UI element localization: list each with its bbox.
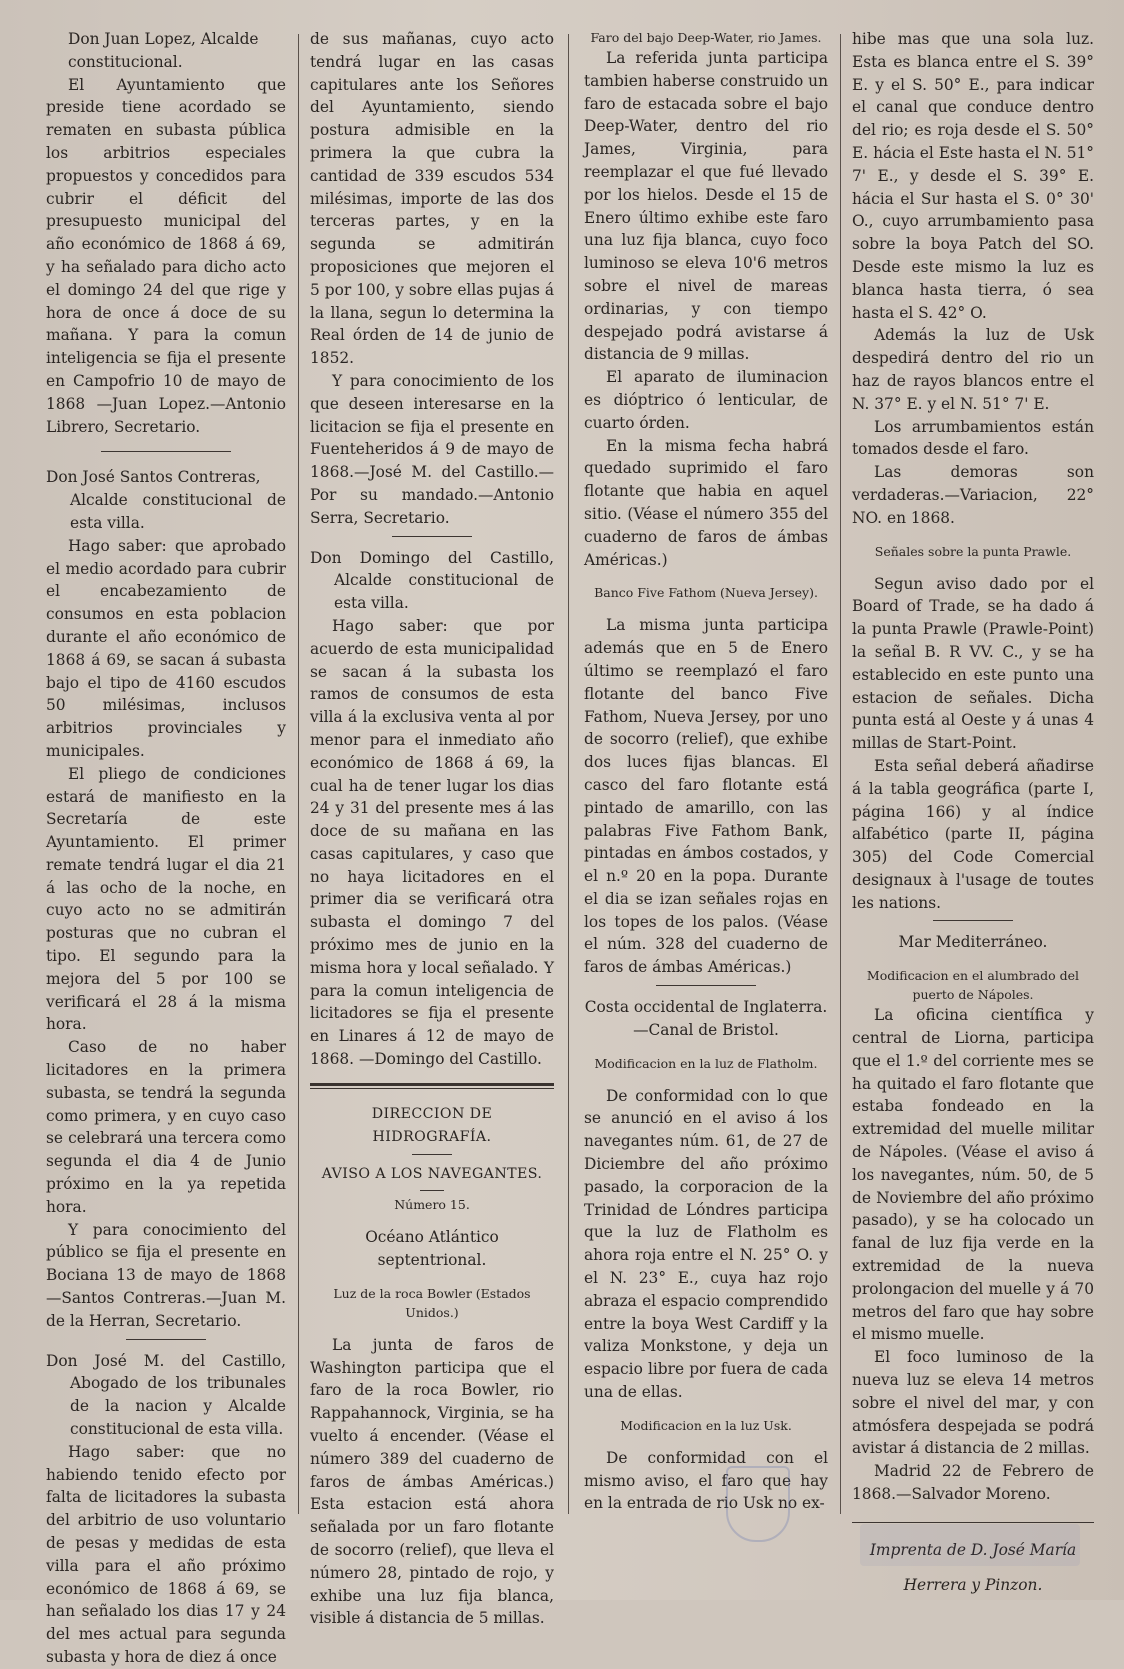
imprint-line: Herrera y Pinzon. [903, 1575, 1043, 1594]
notice-body: Caso de no haber licitadores en la primera subasta, se tendrá la segunda como primera, y en cuyo caso se celebrará una tercera como segunda el dia 4 de Junio próximo en la ya repetida hora. [46, 1038, 286, 1216]
notice-body: La oficina científica y central de Liorna, participa que el 1.º del corriente mes se ha quitado el faro flotante que estaba fondeado en la extremidad del muelle militar de Nápoles. (Véase el aviso á los navegantes, núm. 50, de 5 de Noviembre del año próximo pasado), y se ha colocado un fanal de luz fija verde en la extremidad de la nueva prolongacion del muelle y á 70 metros del faro que hay sobre el mismo muelle. [852, 1006, 1094, 1344]
subheading: Modificacion en la luz Usk. [620, 1417, 792, 1433]
notice-body: Hago saber: que por acuerdo de esta municipalidad se sacan á la subasta los ramos de consumos de esta villa á la exclusiva venta al por menor para el inmediato año económico de 1868 á 69, la cual ha de tener lugar los dias 24 y 31 del presente mes á las doce de su mañana en las casas capitulares, y caso que no haya licitadores en el primer dia se verificará otra subasta el domingo 7 del próximo mes de junio en la misma hora y local señalado. Y para la comun inteligencia de licitadores se fija el presente en Linares á 12 de mayo de 1868. —Domingo del Castillo. [310, 616, 554, 1069]
separator [933, 920, 1013, 921]
separator [392, 536, 472, 537]
notice-body: Los arrumbamientos están tomados desde el faro. [852, 417, 1094, 459]
notice-body: El aparato de iluminacion es dióptrico ó lenticular, de cuarto órden. [584, 368, 828, 432]
notice-body: Esta señal deberá añadirse á la tabla geográfica (parte I, página 166) y al índice alfabético (parte II, página 305) del Code Comercial designaux à l'usage de toutes les nations. [852, 756, 1094, 912]
subheading: Faro del bajo Deep-Water, rio James. [590, 30, 822, 45]
notice-body: La misma junta participa además que en 5 de Enero último se reemplazó el faro flotante del banco Five Fathom, Nueva Jersey, por uno de socorro (relief), que exhibe dos luces fijas blancas. El casco del faro flotante está pintado de amarillo, con las palabras Five Fathom Bank, pintadas en ámbos costados, y el n.º 20 en la popa. Durante el dia se izan señales rojas en los topes de los palos. (Véase el núm. 328 del cuaderno de faros de ámbas Américas.) [584, 616, 828, 977]
notice-body: de sus mañanas, cuyo acto tendrá lugar en las casas capitulares ante los Señores del Ayuntamiento, siendo postura admisible en la primera la que cubra la cantidad de 339 escudos 534 milésimas, importe de las dos terceras partes, y en la segunda se admitirán proposiciones que mejoren el 5 por 100, y sobre ellas pujas á la llana, segun lo determina la Real órden de 14 de junio de 1852. [310, 30, 554, 368]
section-rule [310, 1083, 554, 1086]
separator [101, 451, 231, 452]
notice-heading: Alcalde constitucional de esta villa. [70, 491, 286, 532]
notice-body: De conformidad con el mismo aviso, el faro que hay en la entrada de rio Usk no ex- [584, 1448, 828, 1513]
notice-signature: Madrid 22 de Febrero de 1868.—Salvador Moreno. [852, 1462, 1094, 1504]
notice-body: Hago saber: que no habiendo tenido efecto por falta de licitadores la subasta del arbitrio de uso voluntario de pesas y medidas de esta villa para el año próximo económico de 1868 á 69, se han señalado los dias 17 y 24 del mes actual para segunda subasta y hora de diez á once [46, 1442, 286, 1666]
subheading: Señales sobre la punta Prawle. [874, 543, 1072, 559]
notice-heading: Don Juan Lopez, Alcalde [68, 30, 259, 48]
notice-number: Número 15. [394, 1197, 470, 1213]
notice-body: El foco luminoso de la nueva luz se eleva 14 metros sobre el nivel del mar, y con atmósfera despejada se podrá avistar á distancia de 2 millas. [852, 1348, 1094, 1458]
notice-body: Además la luz de Usk despedirá dentro del rio un haz de rayos blancos entre el N. 37° E. y el N. 51° 7' E. [852, 326, 1094, 413]
notice-body: Hago saber: que aprobado el medio acordado para cubrir el encabezamiento de consumos en esta poblacion durante el año económico de 1868 á 69, se sacan á subasta bajo el tipo de 4160 escudos 50 milésimas, inclusos arbitrios provinciales y municipales. [46, 536, 286, 760]
notice-body: El pliego de condiciones estará de manifiesto en la Secretaría de este Ayuntamiento. El primer remate tendrá lugar el dia 21 á las ocho de la noche, en cuyo acto no se admitirán posturas que no cubran el tipo. El segundo para la mejora del 5 por 100 se verificará el 28 á la misma hora. [46, 764, 286, 1034]
notice-heading: constitucional. [68, 52, 183, 71]
notice-body: hibe mas que una sola luz. Esta es blanca entre el S. 39° E. y el S. 50° E., para indicar el canal que conduce dentro del rio; es roja desde el S. 50° E. hácia el Este hasta el N. 51° 7' E., y desde el S. 39° E. hácia el Sur hasta el S. 0° 30' O., cuyo arrumbamiento pasa sobre la boya Patch del SO. Desde este mismo la luz es blanca hasta tierra, ó sea hasta el S. 42° O. [852, 30, 1094, 322]
section-heading: DIRECCION DE HIDROGRAFÍA. [371, 1105, 493, 1145]
notice-body: De conformidad con lo que se anunció en el aviso á los navegantes núm. 61, de 27 de Diciembre del año próximo pasado, la corporacion de la Trinidad de Lóndres participa que la luz de Flatholm es ahora roja entre el N. 25° O. y el N. 23° E., cuya haz rojo abraza el espacio comprendido entre la boya West Cardiff y la valiza Monkstone, y deja un espacio libre por fuera de cada una de ellas. [584, 1086, 828, 1402]
notice-body: Y para conocimiento de los que deseen interesarse en la licitacion se fija el presente en Fuenteheridos á 9 de mayo de 1868.—José M. del Castillo.—Por su mandado.—Antonio Serra, Secretario. [310, 371, 554, 527]
subheading: Modificacion en la luz de Flatholm. [594, 1055, 818, 1071]
archive-seal-icon [726, 1466, 790, 1542]
column-2 [310, 28, 554, 1628]
section-heading: AVISO A LOS NAVEGANTES. [321, 1166, 543, 1183]
separator [412, 1154, 452, 1155]
separator [126, 1339, 206, 1340]
notice-heading: Don José M. del Castillo, Abogado de los tribunales de la nacion y Alcalde constitucional de esta villa. [46, 1351, 286, 1439]
notice-body: La referida junta participa tambien haberse construido un faro de estacada sobre el bajo Deep-Water, dentro del rio James, Virginia, para reemplazar el que fué llevado por los hielos. Desde el 15 de Enero último exhibe este faro una luz fija blanca, cuyo foco luminoso se eleva 10'6 metros sobre el nivel de mareas ordinarias, y con tiempo despejado podrá avistarse á distancia de 9 millas. [584, 49, 828, 364]
notice-body: Las demoras son verdaderas.—Variacion, 22° NO. en 1868. [852, 463, 1094, 527]
notice-body: El Ayuntamiento que preside tiene acordado se rematen en subasta pública los arbitrios especiales propuestos y concedidos para cubrir el déficit del presupuesto municipal del año económico de 1868 á 69, y ha señalado para dicho acto el domingo 24 del que rige y hora de once á doce de su mañana. Y para la comun inteligencia se fija el presente en Campofrio 10 de mayo de 1868 —Juan Lopez.—Antonio Librero, Secretario. [46, 75, 286, 436]
region-heading: Mar Mediterráneo. [898, 933, 1048, 952]
column-rule [298, 34, 299, 1514]
notice-body: La junta de faros de Washington participa que el faro de la roca Bowler, rio Rappahannock, Virginia, se ha vuelto á encender. (Véase el número 389 del cuaderno de faros de ámbas Américas.) Esta estacion está ahora señalada por un faro flotante de socorro (relief), que lleva el número 28, pintado de rojo, y exhibe una luz fija blanca, visible á distancia de 5 millas. [310, 1335, 554, 1628]
column-rule [568, 34, 569, 1514]
region-heading: Océano Atlántico septentrional. [365, 1228, 499, 1270]
notice-body: Y para conocimiento del público se fija el presente en Bociana 13 de mayo de 1868 —Santos Contreras.—Juan M. de la Herran, Secretario. [46, 1220, 286, 1330]
notice-heading: Don Domingo del Castillo, Alcalde constitucional de esta villa. [310, 548, 554, 613]
separator [420, 1190, 444, 1191]
archive-watermark-icon [860, 1520, 1080, 1581]
column-3 [584, 28, 828, 1560]
region-heading: Costa occidental de Inglaterra.—Canal de Bristol. [584, 998, 828, 1039]
subheading: Banco Five Fathom (Nueva Jersey). [594, 585, 818, 601]
notice-body: En la misma fecha habrá quedado suprimido el faro flotante que habia en aquel sitio. (Véase el número 355 del cuaderno de faros de ámbas Américas.) [584, 436, 828, 569]
notice-body: Segun aviso dado por el Board of Trade, se ha dado á la punta Prawle (Prawle-Point) la señal B. R VV. C., y se ha establecido en este punto una estacion de señales. Dicha punta está al Oeste y á unas 4 millas de Start-Point. [852, 574, 1094, 753]
notice-heading: Don José Santos Contreras, [46, 468, 261, 487]
separator [656, 985, 756, 986]
section-rule [310, 1088, 554, 1089]
column-rule [840, 34, 841, 1514]
subheading: Modificacion en el alumbrado del puerto de Nápoles. [866, 968, 1080, 1003]
column-4 [852, 28, 1094, 1594]
subheading: Luz de la roca Bowler (Estados Unidos.) [333, 1285, 531, 1320]
column-1 [46, 28, 286, 1666]
